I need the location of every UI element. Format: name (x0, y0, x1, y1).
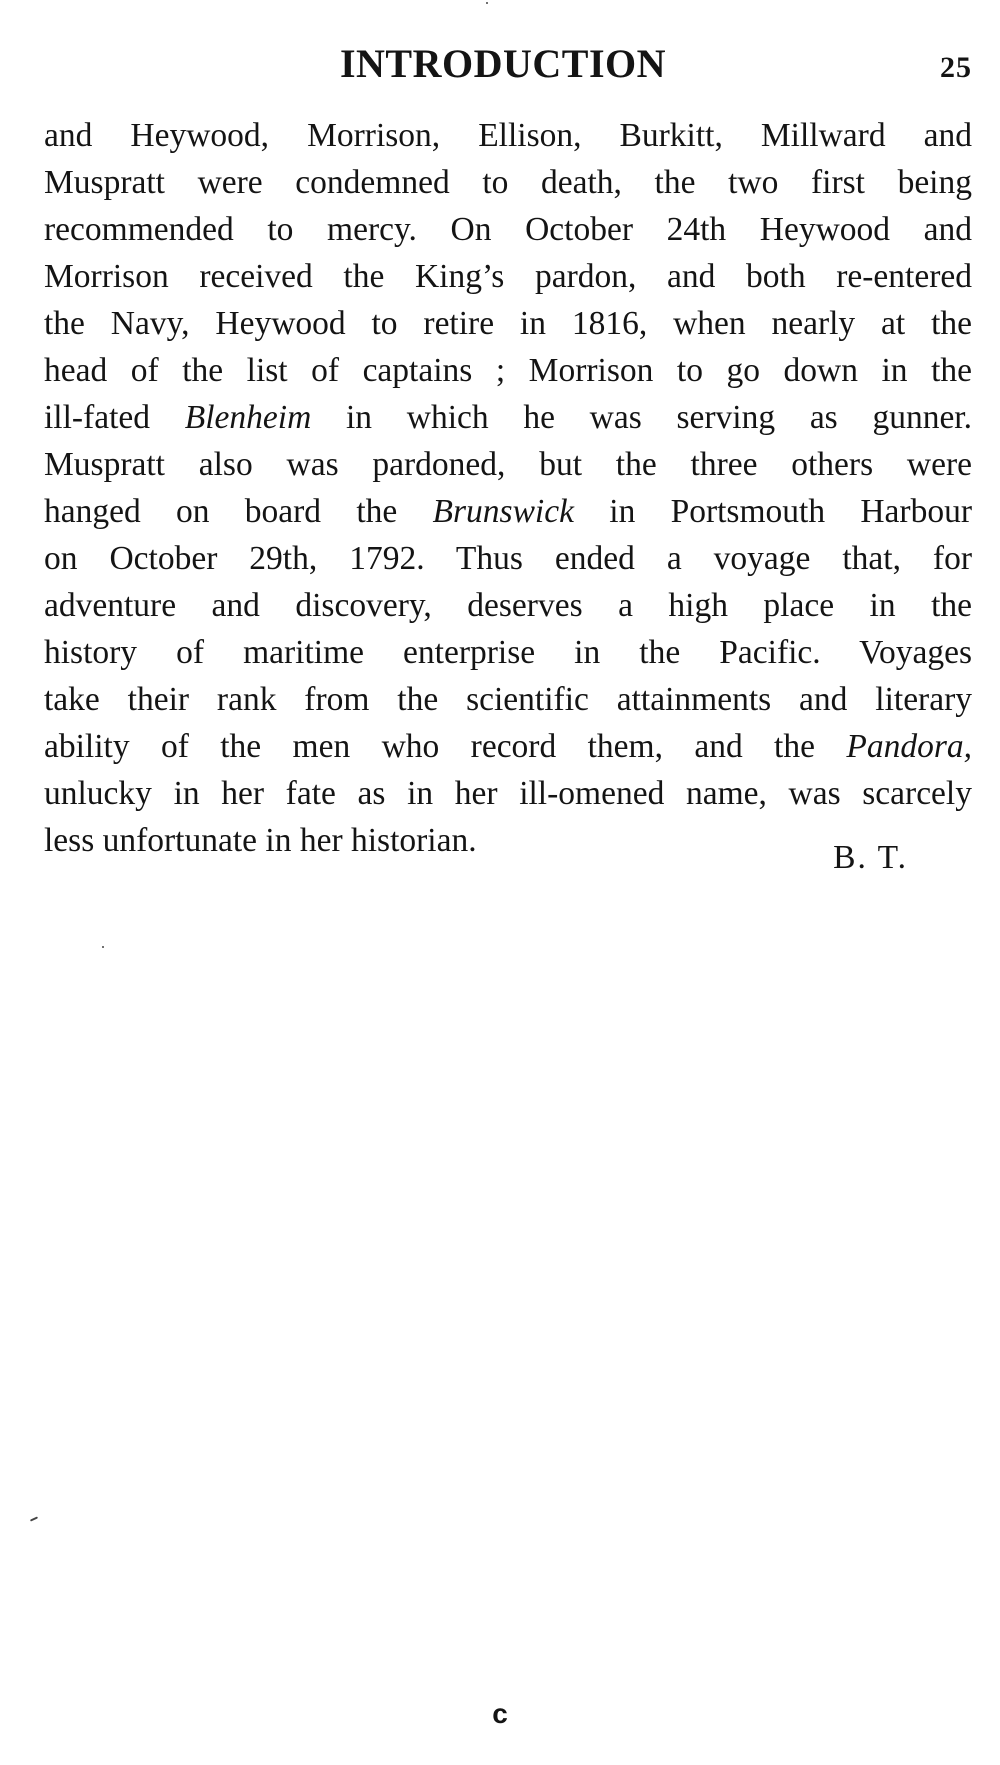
text-line: ability of the men who record them, and the Pandora, (44, 728, 972, 765)
scan-speck (486, 2, 488, 4)
ship-name-italic: Brunswick (432, 493, 574, 530)
running-head (44, 38, 972, 90)
author-initials: B. T. (833, 839, 908, 876)
text-line: history of maritime enterprise in the Pacific. Voyages (44, 634, 972, 671)
text-line: recommended to mercy. On October 24th Heywood and (44, 211, 972, 248)
text-line: and Heywood, Morrison, Ellison, Burkitt, Millward and (44, 117, 972, 154)
body-paragraph (44, 112, 972, 864)
scan-speck (30, 1516, 38, 1521)
text-line: Muspratt were condemned to death, the two first being (44, 164, 972, 201)
text-line: on October 29th, 1792. Thus ended a voyage that, for (44, 540, 972, 577)
ship-name-italic: Pandora, (846, 728, 972, 765)
text-line: take their rank from the scientific attainments and literary (44, 681, 972, 718)
text-line: Morrison received the King’s pardon, and both re-entered (44, 258, 972, 295)
text-line: Muspratt also was pardoned, but the three others were (44, 446, 972, 483)
text-line: less unfortunate in her historian. (44, 822, 477, 859)
text-line: ill-fated Blenheim in which he was serving as gunner. (44, 399, 972, 436)
running-head-title: INTRODUCTION (339, 41, 667, 86)
text-line: adventure and discovery, deserves a high place in the (44, 587, 972, 624)
signature-mark: c (492, 1698, 508, 1729)
text-line: head of the list of captains ; Morrison to go down in the (44, 352, 972, 389)
scan-speck (102, 946, 104, 948)
text-line: hanged on board the Brunswick in Portsmouth Harbour (44, 493, 972, 530)
text-line: the Navy, Heywood to retire in 1816, when nearly at the (44, 305, 972, 342)
page-number: 25 (940, 51, 972, 84)
ship-name-italic: Blenheim (184, 399, 312, 436)
text-line: unlucky in her fate as in her ill-omened name, was scarcely (44, 775, 972, 812)
